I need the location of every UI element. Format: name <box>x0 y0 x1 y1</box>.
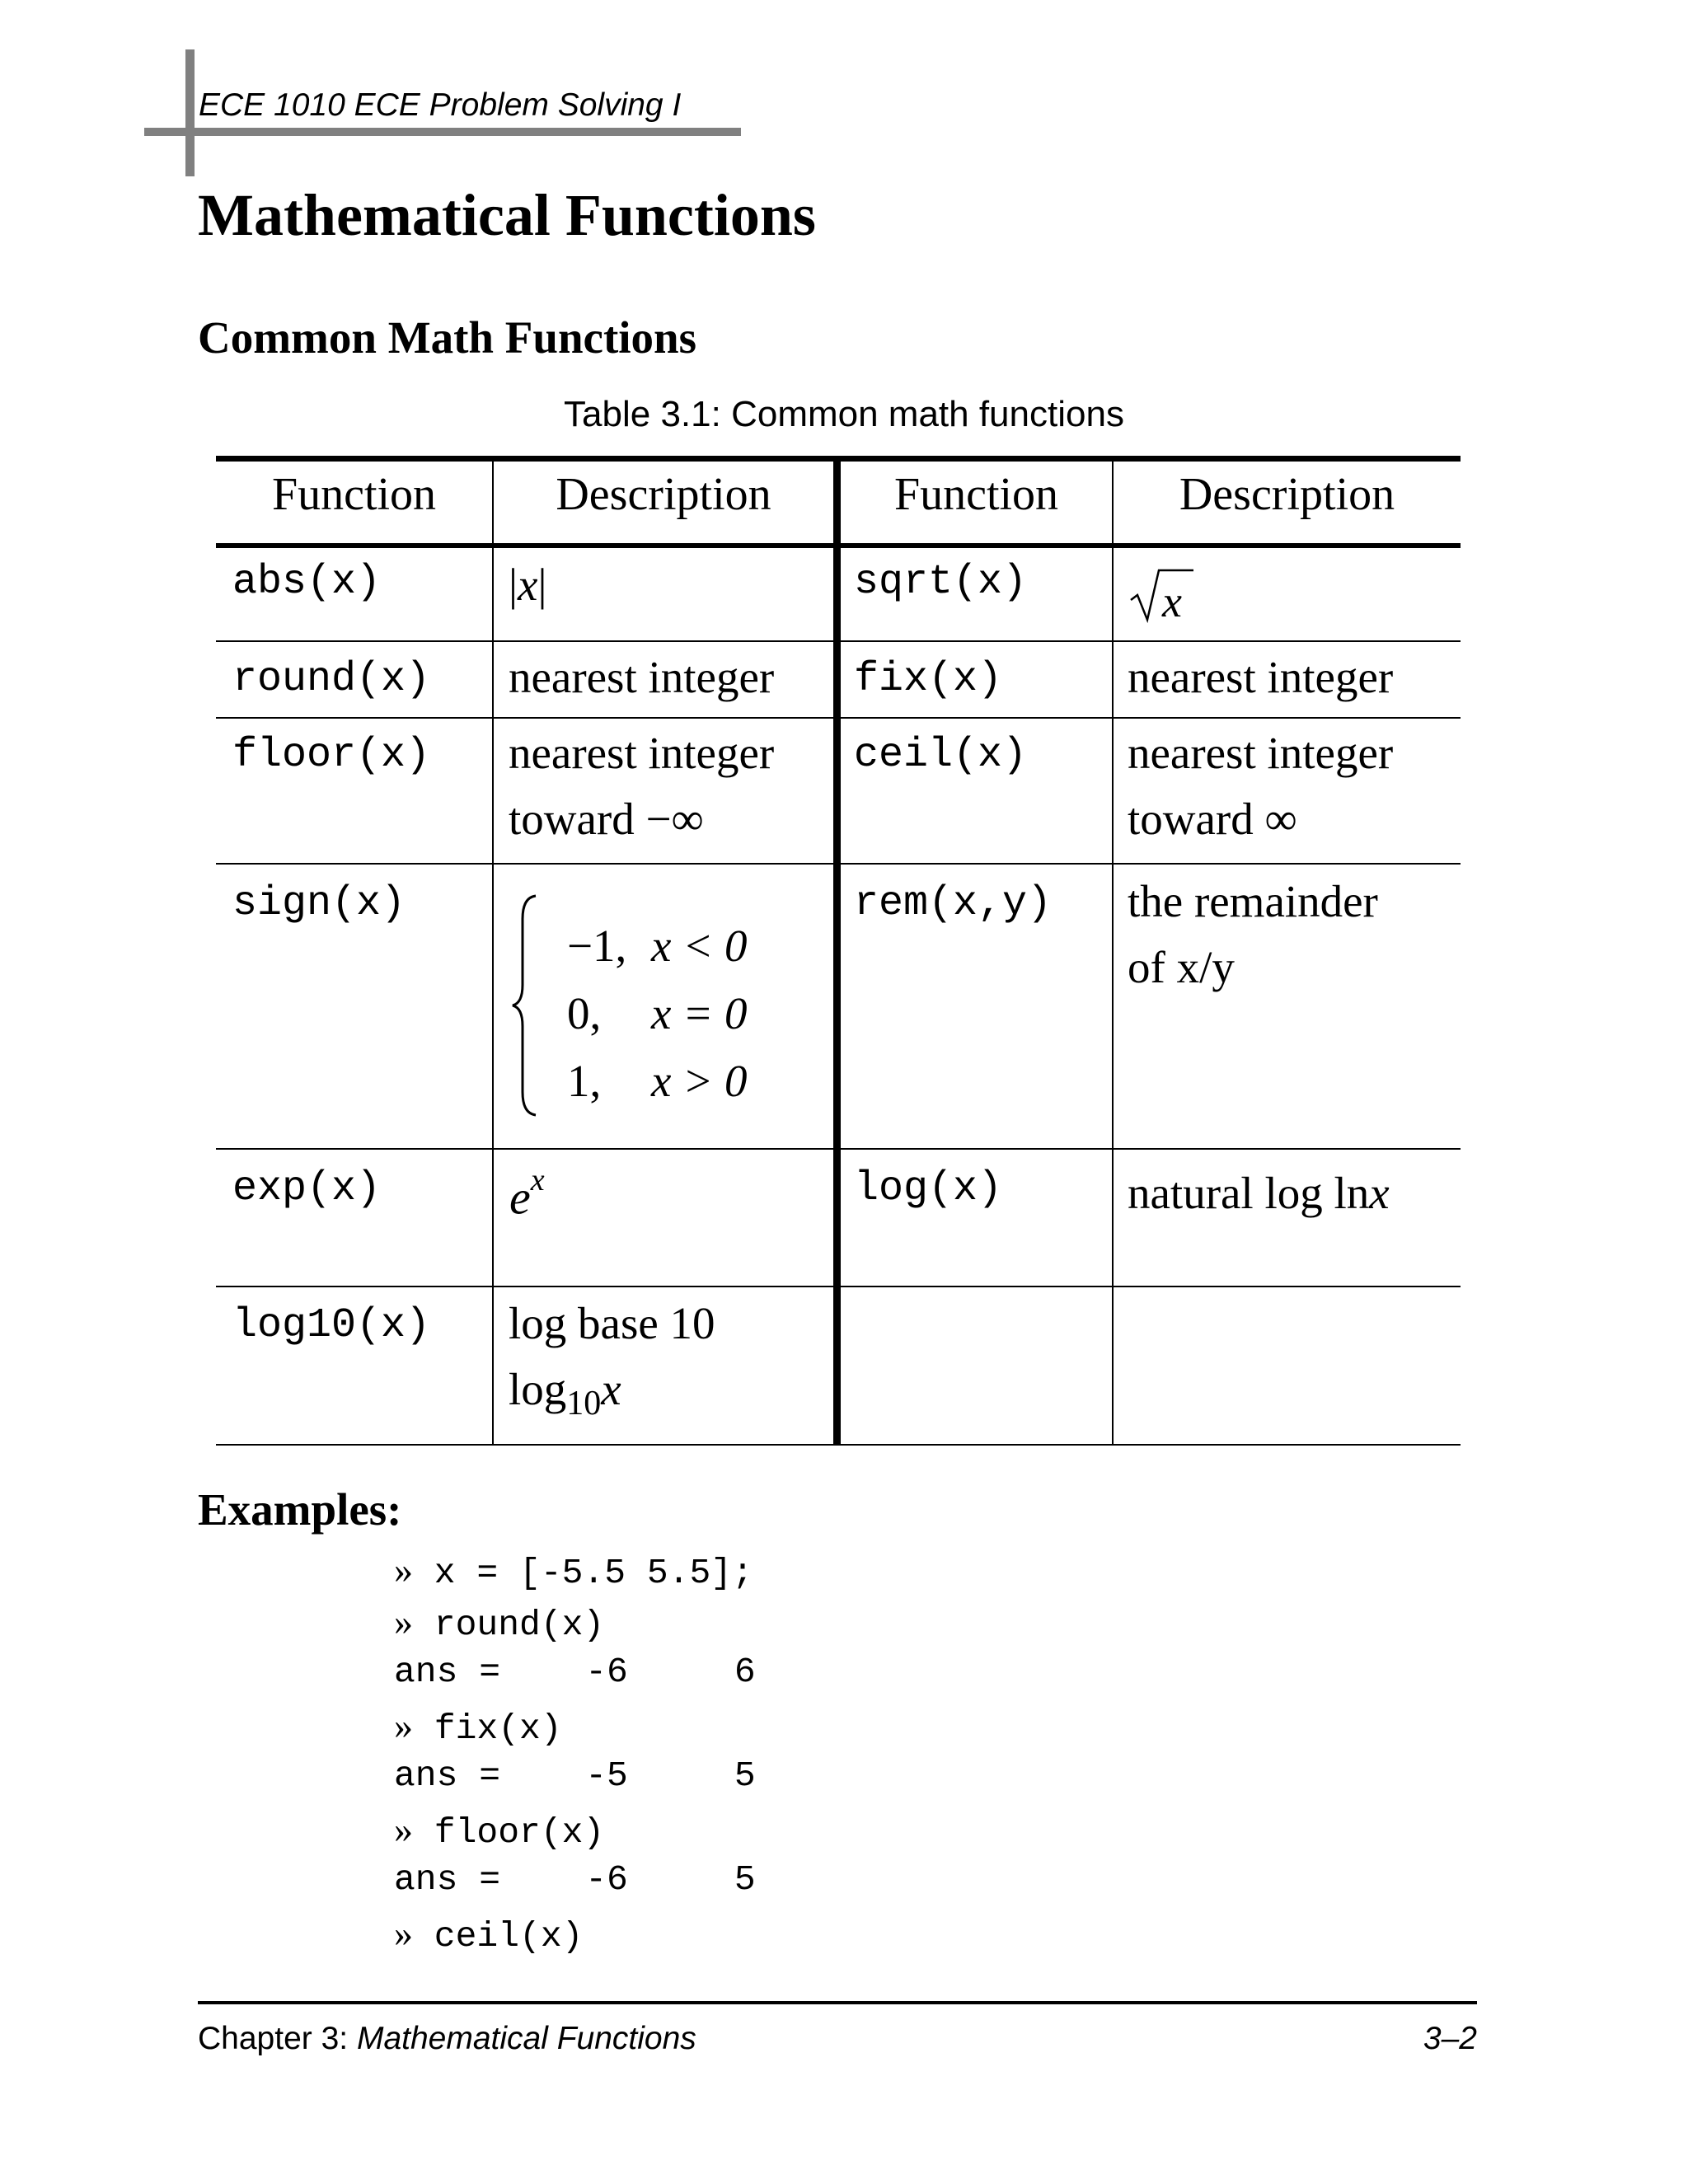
description: nearest integer <box>1128 728 1394 778</box>
function-name: fix(x) <box>854 656 1003 703</box>
case-condition: x = 0 <box>651 988 748 1038</box>
function-name: sqrt(x) <box>854 559 1028 606</box>
abs-formula: |x| <box>509 560 547 610</box>
svg-text:x: x <box>1162 577 1182 625</box>
function-name: ceil(x) <box>854 732 1028 779</box>
header-function: Function <box>893 469 1059 520</box>
header-crosshair <box>185 49 195 176</box>
code-text: floor(x) <box>413 1812 605 1853</box>
brace-icon <box>511 894 544 1117</box>
description: of x/y <box>1128 942 1235 992</box>
code-line <box>394 1911 583 1957</box>
chapter-label: Chapter 3: <box>198 2021 357 2056</box>
description-text: natural log ln <box>1128 1168 1370 1218</box>
description: the remainder <box>1128 876 1378 926</box>
description: nearest integer <box>509 728 775 778</box>
function-name: rem(x,y) <box>854 880 1053 927</box>
exp-formula: $e^x$ <box>509 1163 545 1225</box>
table-top-rule <box>216 456 1461 462</box>
function-name: round(x) <box>232 656 431 703</box>
prompt: » <box>394 1912 413 1954</box>
sqrt-symbol-icon <box>1129 565 1195 625</box>
course-title: ECE 1010 ECE Problem Solving I <box>199 87 682 123</box>
prompt: » <box>394 1601 413 1643</box>
log10-formula: $\log_{10}x$ <box>509 1364 621 1422</box>
code-line: ans = -6 6 <box>394 1652 756 1692</box>
function-name: floor(x) <box>232 732 431 779</box>
chapter-title: Mathematical Functions <box>356 2021 696 2056</box>
column-divider <box>1112 462 1114 1444</box>
prompt: » <box>394 1808 413 1850</box>
description: nearest integer <box>1128 652 1394 702</box>
code-line <box>394 1704 562 1749</box>
description: log base 10 <box>509 1298 715 1348</box>
header-description: Description <box>1179 469 1395 520</box>
prompt: » <box>394 1704 413 1746</box>
center-column-divider <box>833 462 841 1444</box>
code-line: ans = -5 5 <box>394 1755 756 1796</box>
function-name: sign(x) <box>232 880 406 927</box>
examples-label: Examples: <box>198 1484 402 1535</box>
code-text: round(x) <box>413 1605 605 1645</box>
table-bottom-rule <box>216 1444 1461 1446</box>
code-line <box>394 1548 753 1593</box>
table-caption: Table 3.1: Common math functions <box>564 394 1124 434</box>
sqrt-formula <box>1129 565 1195 629</box>
column-divider <box>492 462 494 1444</box>
code-text: fix(x) <box>413 1708 562 1749</box>
function-name: exp(x) <box>232 1165 382 1212</box>
function-name: log(x) <box>854 1165 1003 1212</box>
section-title: Common Math Functions <box>198 312 697 363</box>
case-condition: x < 0 <box>651 921 748 971</box>
code-text: x = [-5.5 5.5]; <box>413 1553 753 1593</box>
header-description: Description <box>556 469 771 520</box>
case-condition: x > 0 <box>651 1056 748 1106</box>
code-line <box>394 1600 604 1645</box>
code-text: ceil(x) <box>413 1916 584 1957</box>
description: toward ∞ <box>1128 794 1297 844</box>
log-label: log <box>509 1364 567 1414</box>
description: natural log lnx <box>1128 1168 1390 1218</box>
case-value: 0, <box>567 988 602 1038</box>
prompt: » <box>394 1549 413 1591</box>
piecewise-brace <box>511 894 544 1121</box>
page-number: 3–2 <box>1423 2021 1477 2056</box>
footer-rule <box>198 2001 1477 2004</box>
description: toward −∞ <box>509 794 704 844</box>
case-value: 1, <box>567 1056 602 1106</box>
case-value: −1, <box>567 921 627 971</box>
log-subscript: 10 <box>566 1385 602 1422</box>
function-name: log10(x) <box>232 1302 431 1349</box>
footer-chapter <box>198 2021 696 2057</box>
page-title: Mathematical Functions <box>198 182 816 248</box>
description: nearest integer <box>509 652 775 702</box>
header-function: Function <box>271 469 437 520</box>
code-line: ans = -6 5 <box>394 1859 756 1900</box>
code-line <box>394 1807 604 1853</box>
function-name: abs(x) <box>232 559 382 606</box>
header-rule <box>144 128 741 136</box>
